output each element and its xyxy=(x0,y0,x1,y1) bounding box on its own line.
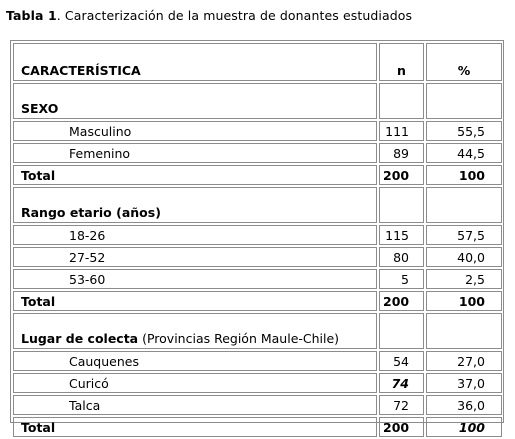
section-title xyxy=(13,187,377,223)
row-label: Cauquenes xyxy=(13,351,377,371)
section-title-text: Rango etario (años) xyxy=(21,205,161,220)
row-pct: 44,5 xyxy=(426,143,502,163)
empty-cell xyxy=(379,187,424,223)
row-n: 54 xyxy=(379,351,424,371)
total-row xyxy=(13,291,502,311)
empty-cell xyxy=(379,313,424,349)
row-pct: 57,5 xyxy=(426,225,502,245)
row-label: Curicó xyxy=(13,373,377,393)
table-caption xyxy=(6,8,412,23)
row-label: 27-52 xyxy=(13,247,377,267)
table-row xyxy=(13,269,502,289)
empty-cell xyxy=(379,83,424,119)
empty-cell xyxy=(426,83,502,119)
characterization-table xyxy=(11,41,504,439)
row-label: 53-60 xyxy=(13,269,377,289)
row-label: 18-26 xyxy=(13,225,377,245)
section-row-age xyxy=(13,187,502,223)
row-n: 89 xyxy=(379,143,424,163)
empty-cell xyxy=(426,187,502,223)
section-title xyxy=(13,313,377,349)
caption-text: . Caracterización de la muestra de donantes estudiados xyxy=(56,8,413,23)
row-label: Masculino xyxy=(13,121,377,141)
header-n: n xyxy=(379,43,424,81)
row-label: Talca xyxy=(13,395,377,415)
section-title-text: Lugar de colecta xyxy=(21,331,139,346)
total-row xyxy=(13,165,502,185)
total-n: 200 xyxy=(379,417,424,437)
section-row-sexo xyxy=(13,83,502,119)
row-n: 80 xyxy=(379,247,424,267)
header-characteristic: CARACTERÍSTICA xyxy=(13,43,377,81)
section-title xyxy=(13,83,377,119)
row-pct: 55,5 xyxy=(426,121,502,141)
section-subtitle: (Provincias Región Maule-Chile) xyxy=(138,331,340,346)
total-n: 200 xyxy=(379,291,424,311)
table-row xyxy=(13,121,502,141)
row-pct: 40,0 xyxy=(426,247,502,267)
row-n: 74 xyxy=(379,373,424,393)
row-n: 72 xyxy=(379,395,424,415)
row-n: 115 xyxy=(379,225,424,245)
total-row xyxy=(13,417,502,437)
section-title-text: SEXO xyxy=(21,101,59,116)
table-header-row xyxy=(13,43,502,81)
table-row xyxy=(13,395,502,415)
row-n: 5 xyxy=(379,269,424,289)
total-label: Total xyxy=(13,165,377,185)
total-label: Total xyxy=(13,417,377,437)
table-row xyxy=(13,351,502,371)
row-pct: 37,0 xyxy=(426,373,502,393)
row-pct: 27,0 xyxy=(426,351,502,371)
caption-label: Tabla 1 xyxy=(6,8,57,23)
total-pct: 100 xyxy=(426,165,502,185)
total-label: Total xyxy=(13,291,377,311)
table-row xyxy=(13,143,502,163)
row-pct: 2,5 xyxy=(426,269,502,289)
row-label: Femenino xyxy=(13,143,377,163)
total-pct: 100 xyxy=(426,291,502,311)
row-pct: 36,0 xyxy=(426,395,502,415)
header-pct: % xyxy=(426,43,502,81)
table-row xyxy=(13,247,502,267)
section-row-location xyxy=(13,313,502,349)
empty-cell xyxy=(426,313,502,349)
row-n: 111 xyxy=(379,121,424,141)
total-n: 200 xyxy=(379,165,424,185)
total-pct: 100 xyxy=(426,417,502,437)
table-row xyxy=(13,373,502,393)
table-row xyxy=(13,225,502,245)
